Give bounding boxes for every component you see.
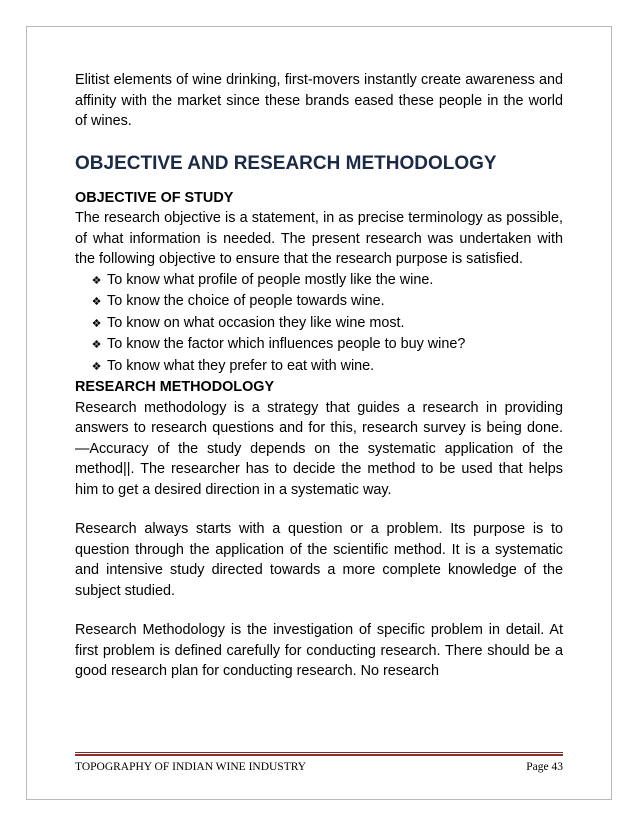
page-number: Page 43 <box>526 761 563 773</box>
methodology-paragraph-2: Research always starts with a question or a problem. Its purpose is to question through the application of the scientific method. It is a systematic and intensive study directed towards a more complete knowledge of the subject studied. <box>75 521 563 599</box>
objective-heading: OBJECTIVE OF STUDY <box>75 189 234 206</box>
list-item-text: To know on what occasion they like wine most. <box>107 314 405 331</box>
methodology-paragraph-3: Research Methodology is the investigation of specific problem in detail. At first problem is defined carefully for conducting research. There should be a good research plan for conducting research. No research <box>75 622 563 679</box>
list-item <box>90 270 563 292</box>
diamond-bullet-icon: ❖ <box>91 339 102 351</box>
list-item-text: To know what profile of people mostly like the wine. <box>107 271 434 288</box>
footer-rule <box>75 752 563 756</box>
list-item-text: To know what they prefer to eat with wine. <box>107 357 375 374</box>
diamond-bullet-icon: ❖ <box>91 296 102 308</box>
page-footer <box>75 761 563 773</box>
diamond-bullet-icon: ❖ <box>91 317 102 330</box>
methodology-heading: RESEARCH METHODOLOGY <box>75 379 275 395</box>
list-item <box>90 356 563 378</box>
intro-paragraph: Elitist elements of wine drinking, first-movers instantly create awareness and affinity with the market since these brands eased these people in the world of wines. <box>75 72 563 129</box>
diamond-bullet-icon: ❖ <box>91 274 102 287</box>
methodology-paragraph-1: Research methodology is a strategy that guides a research in providing answers to research questions and for this, research survey is being done. —Accuracy of the study depends on the systematic application of the method||. The researcher has to decide the method to be used that helps him to get a desired direction in a systematic way. <box>75 399 563 498</box>
diamond-bullet-icon: ❖ <box>91 360 102 373</box>
footer-title: TOPOGRAPHY OF INDIAN WINE INDUSTRY <box>75 761 307 773</box>
objective-list <box>75 270 563 378</box>
list-item <box>90 291 563 313</box>
list-item-text: To know the factor which influences people to buy wine? <box>107 336 466 352</box>
page-content <box>75 70 563 682</box>
objective-paragraph: The research objective is a statement, in as precise terminology as possible, of what information is needed. The present research was undertaken with the following objective to ensure that the research purpose is satisfied. <box>75 210 563 267</box>
list-item-text: To know the choice of people towards wine. <box>107 293 385 309</box>
list-item <box>90 313 563 335</box>
section-heading: OBJECTIVE AND RESEARCH METHODOLOGY <box>75 152 497 174</box>
list-item <box>90 334 563 356</box>
